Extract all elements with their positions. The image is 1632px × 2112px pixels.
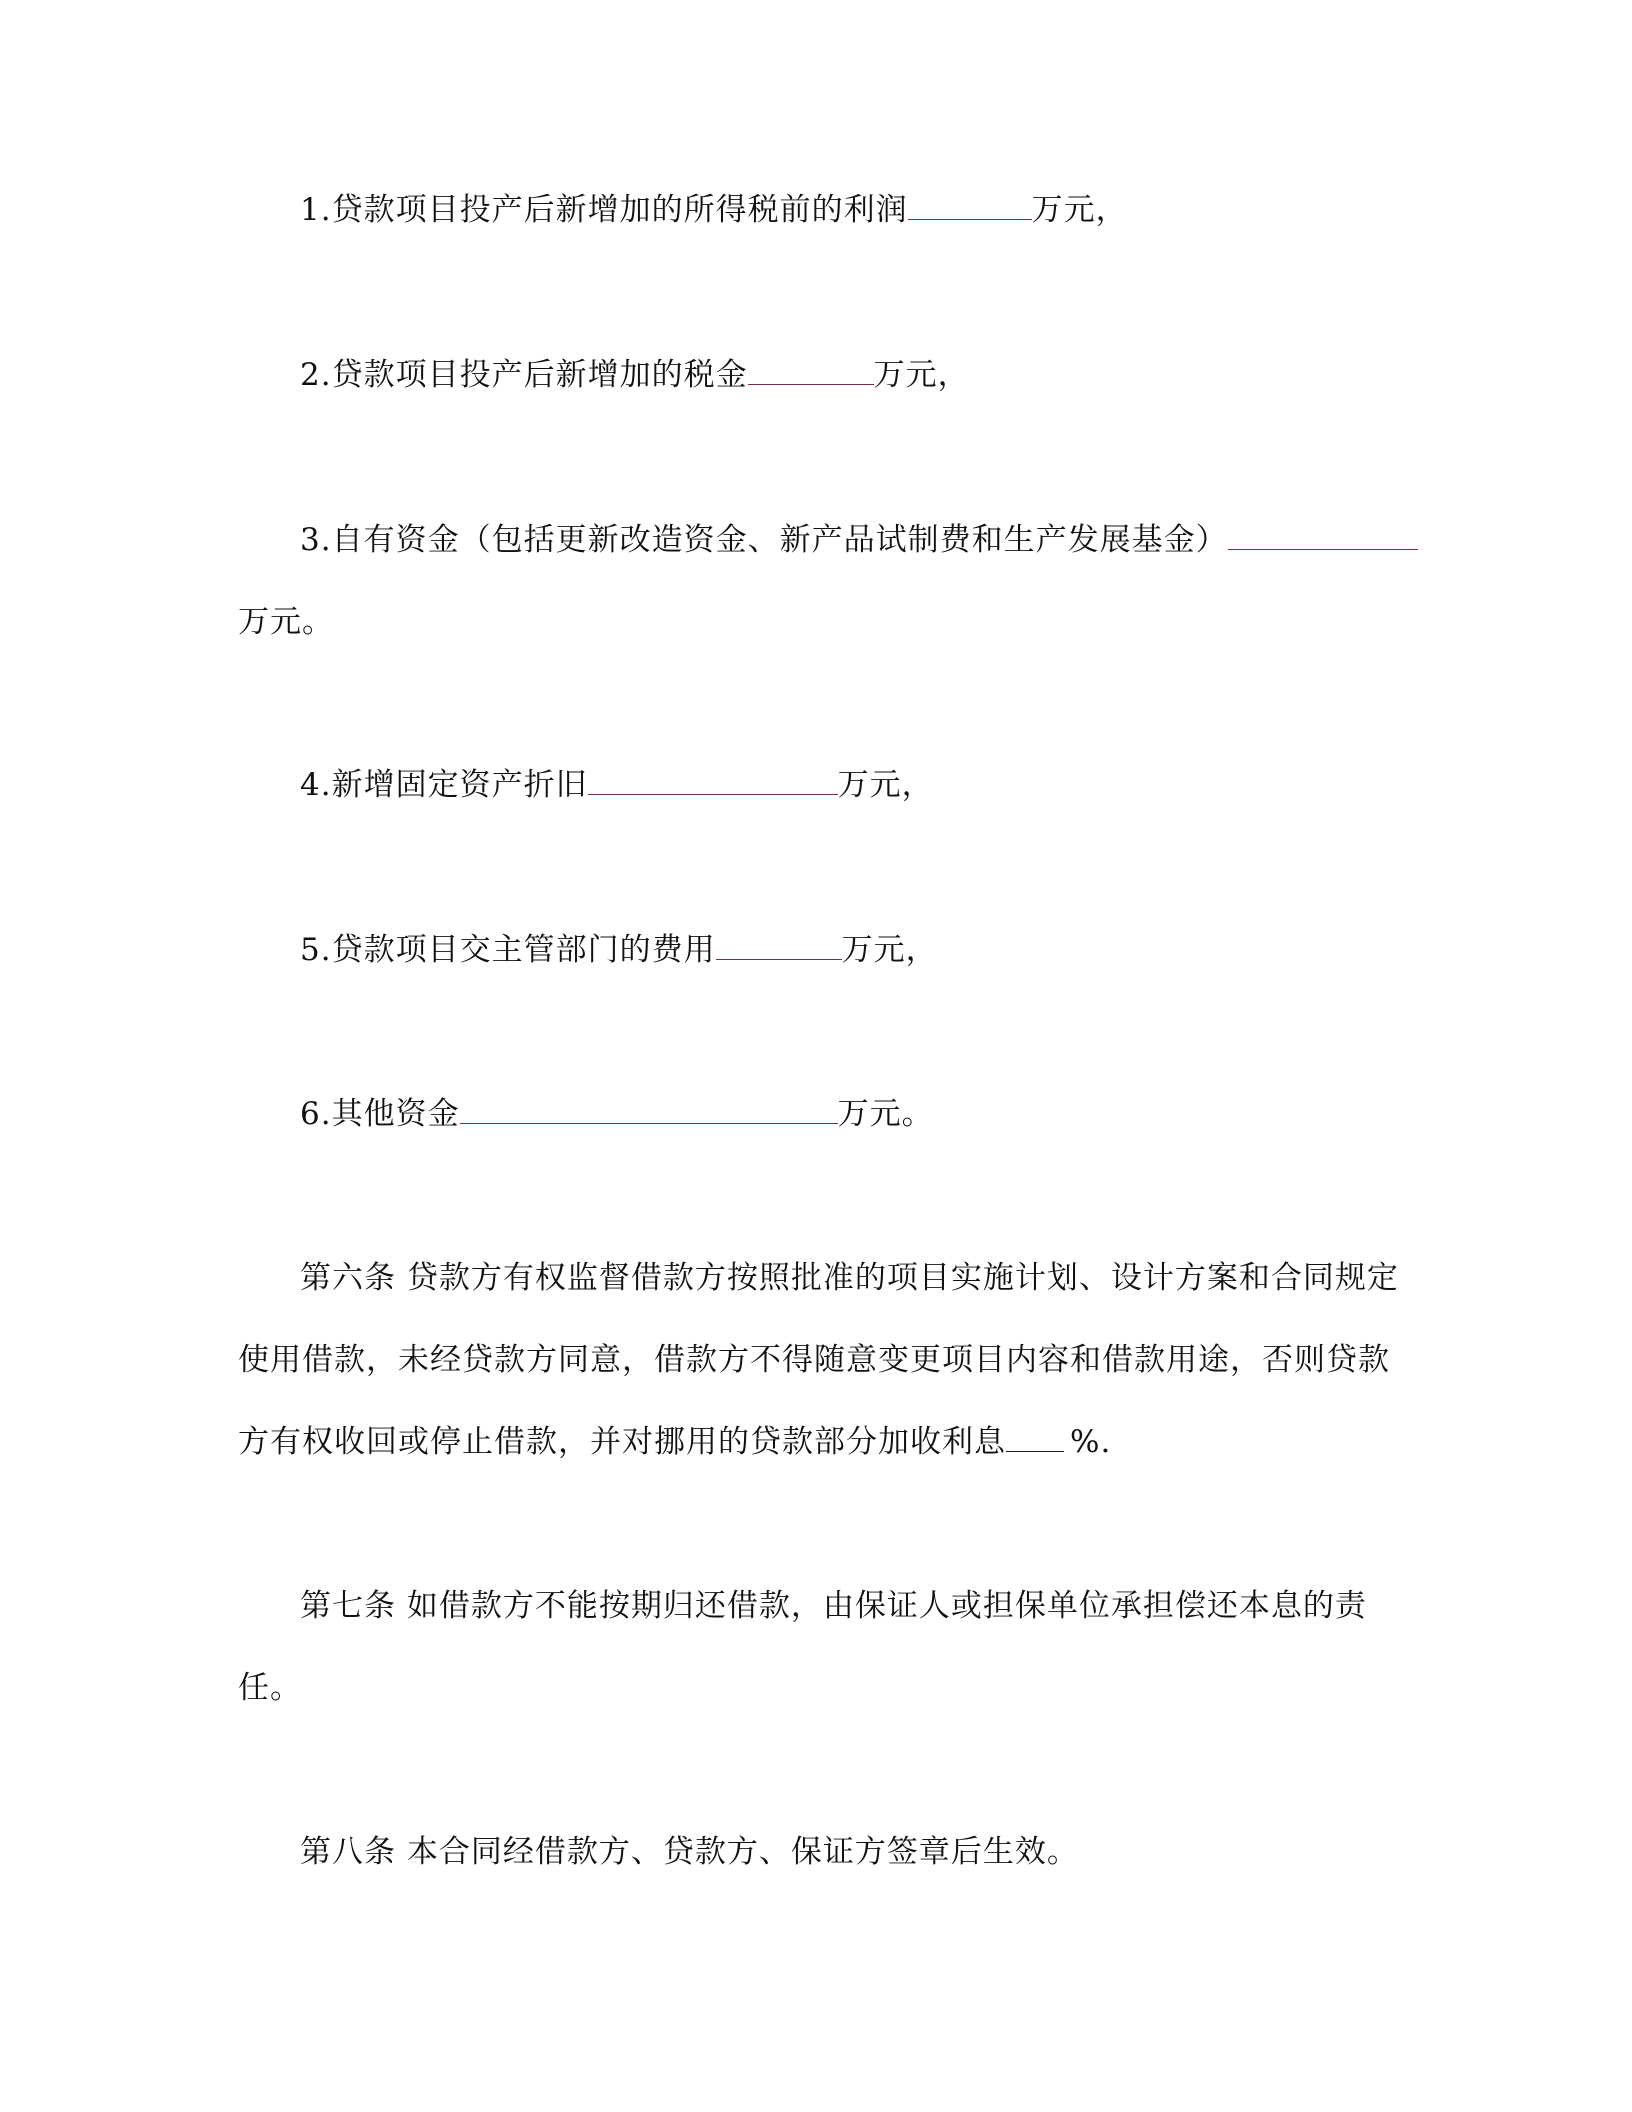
item-text: 新增固定资产折旧 (331, 767, 588, 803)
item-text: 其他资金 (331, 1096, 460, 1132)
item-number: 4. (300, 767, 332, 803)
article-7-line-1 (300, 1586, 1367, 1626)
item-1 (300, 190, 1128, 230)
fill-blank[interactable] (460, 1095, 838, 1124)
article-text: 任。 (238, 1670, 302, 1706)
article-text: 第六条 贷款方有权监督借款方按照批准的项目实施计划、设计方案和合同规定 (300, 1260, 1399, 1296)
item-suffix: 万元。 (837, 1096, 934, 1132)
item-number: 2. (300, 357, 332, 393)
article-suffix: %. (1070, 1424, 1112, 1460)
item-5 (300, 930, 938, 970)
item-2 (300, 355, 970, 395)
item-suffix: 万元， (837, 767, 934, 803)
fill-blank[interactable] (1006, 1423, 1064, 1452)
item-text: 贷款项目投产后新增加的所得税前的利润 (331, 192, 908, 228)
item-suffix: 万元， (841, 932, 938, 968)
item-number: 3. (300, 522, 332, 558)
item-number: 1. (300, 192, 332, 228)
article-text: 使用借款，未经贷款方同意，借款方不得随意变更项目内容和借款用途，否则贷款 (238, 1342, 1390, 1378)
fill-blank[interactable] (588, 766, 838, 795)
item-4 (300, 765, 934, 805)
fill-blank[interactable] (716, 931, 842, 960)
fill-blank[interactable] (908, 191, 1032, 220)
item-number: 5. (300, 932, 332, 968)
item-suffix: 万元， (873, 357, 970, 393)
item-6 (300, 1094, 934, 1134)
article-7-line-2 (238, 1668, 302, 1708)
item-suffix: 万元。 (238, 604, 334, 640)
fill-blank[interactable] (1228, 521, 1418, 550)
article-text: 第八条 本合同经借款方、贷款方、保证方签章后生效。 (300, 1834, 1079, 1870)
item-number: 6. (300, 1096, 332, 1132)
item-text: 自有资金（包括更新改造资金、新产品试制费和生产发展基金） (331, 522, 1228, 558)
article-8-line-1 (300, 1832, 1079, 1872)
item-suffix: 万元， (1031, 192, 1128, 228)
item-text: 贷款项目交主管部门的费用 (331, 932, 716, 968)
article-6-line-3 (238, 1422, 1111, 1462)
article-6-line-2 (238, 1340, 1390, 1380)
item-3 (300, 520, 1418, 560)
article-text: 方有权收回或停止借款，并对挪用的贷款部分加收利息 (238, 1424, 1006, 1460)
article-6-line-1 (300, 1258, 1399, 1298)
fill-blank[interactable] (748, 356, 874, 385)
article-text: 第七条 如借款方不能按期归还借款，由保证人或担保单位承担偿还本息的责 (300, 1588, 1367, 1624)
item-3-continued (238, 602, 334, 642)
item-text: 贷款项目投产后新增加的税金 (331, 357, 748, 393)
